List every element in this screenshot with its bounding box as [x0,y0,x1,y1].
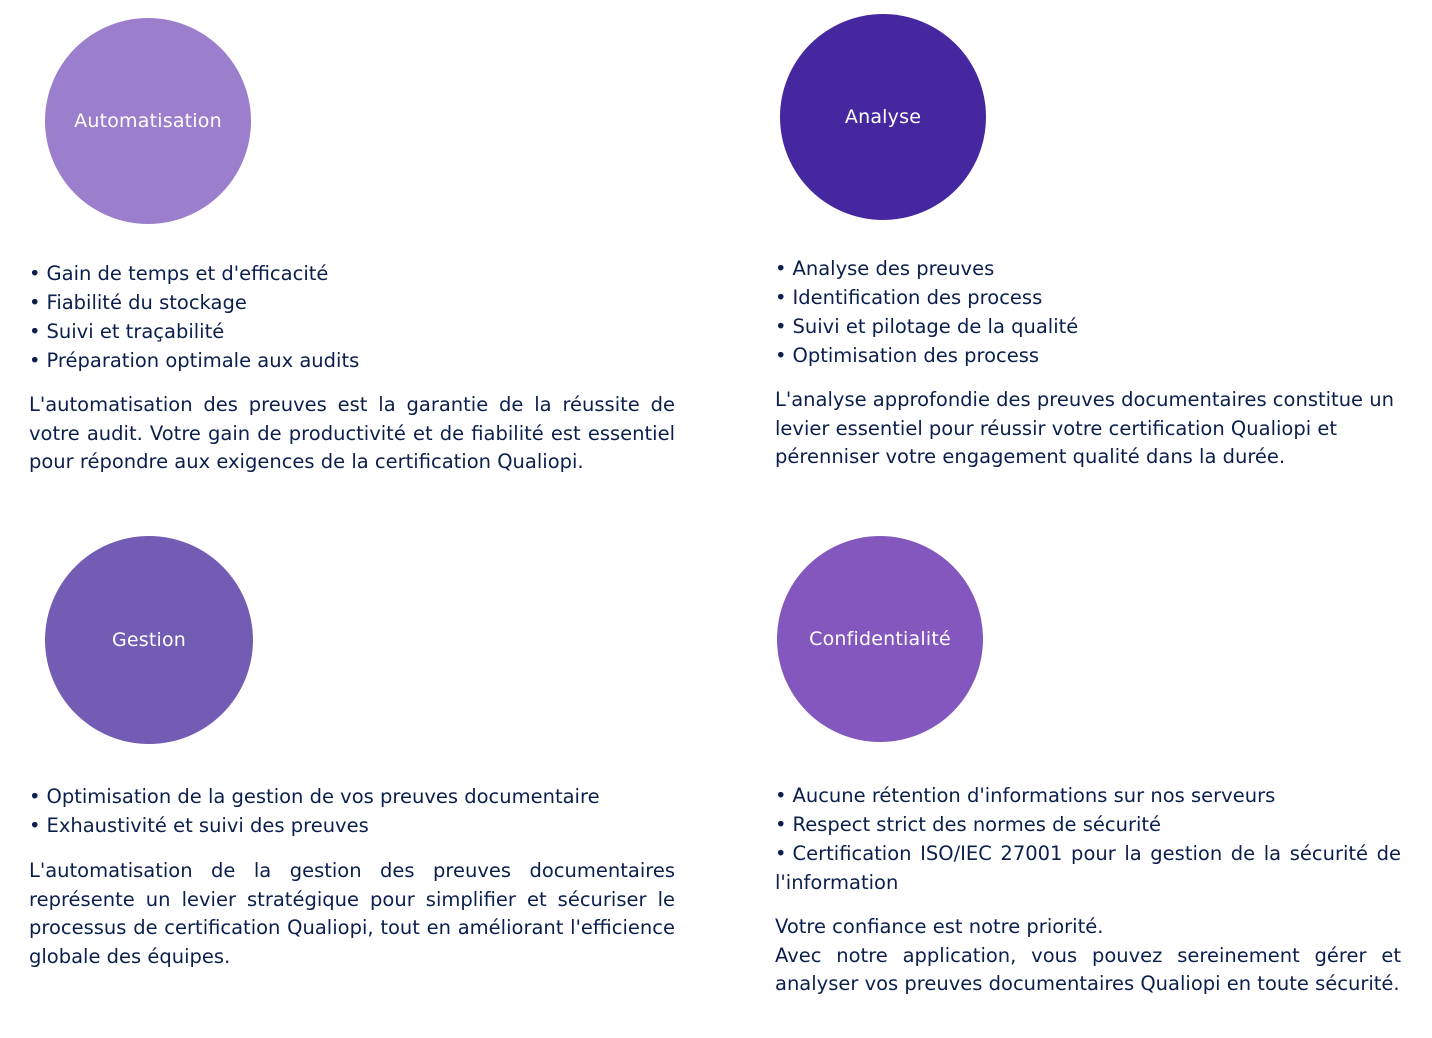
confidentialite-title: Confidentialité [809,628,951,650]
gestion-bullet-list [29,782,679,840]
list-item: • Optimisation des process [775,341,1405,370]
list-item: • Préparation optimale aux audits [29,346,679,375]
confidentialite-bullet-list [775,781,1401,897]
list-item: • Identification des process [775,283,1405,312]
automatisation-bullet-list [29,259,679,375]
list-item: • Suivi et traçabilité [29,317,679,346]
confidentialite-text: Avec notre application, vous pouvez sereinement gérer et analyser vos preuves documentaires Qualiopi en toute sécurité. [775,943,1401,995]
confidentialite-circle [777,536,983,742]
list-item: • Exhaustivité et suivi des preuves [29,811,679,840]
automatisation-title: Automatisation [74,110,222,132]
gestion-title: Gestion [111,629,187,651]
gestion-paragraph: L'automatisation de la gestion des preuves documentaires représente un levier stratégique pour simplifier et sécuriser le processus de certification Qualiopi, tout en améliorant l'efficience globale des équipes. [29,859,675,968]
analyse-title: Analyse [844,106,922,128]
analyse-circle [780,14,986,220]
list-item: • Aucune rétention d'informations sur nos serveurs [775,781,1401,810]
list-item: • Analyse des preuves [775,254,1405,283]
list-item: • Respect strict des normes de sécurité [775,810,1401,839]
confidentialite-intro: Votre confiance est notre priorité. [775,915,1104,938]
list-item: • Certification ISO/IEC 27001 pour la gestion de la sécurité de l'information [775,839,1401,897]
list-item: • Fiabilité du stockage [29,288,679,317]
analyse-paragraph: L'analyse approfondie des preuves documentaires constitue un levier essentiel pour réussir votre certification Qualiopi et pérenniser votre engagement qualité dans la durée. [775,388,1394,468]
confidentialite-paragraph [775,913,1401,999]
analyse-bullet-list [775,254,1405,370]
list-item: • Optimisation de la gestion de vos preuves documentaire [29,782,679,811]
list-item: • Gain de temps et d'efficacité [29,259,679,288]
automatisation-circle [45,18,251,224]
automatisation-paragraph: L'automatisation des preuves est la garantie de la réussite de votre audit. Votre gain de productivité et de fiabilité est essentiel pour répondre aux exigences de la certification Qualiopi. [29,393,675,473]
list-item: • Suivi et pilotage de la qualité [775,312,1405,341]
gestion-circle [45,536,253,744]
